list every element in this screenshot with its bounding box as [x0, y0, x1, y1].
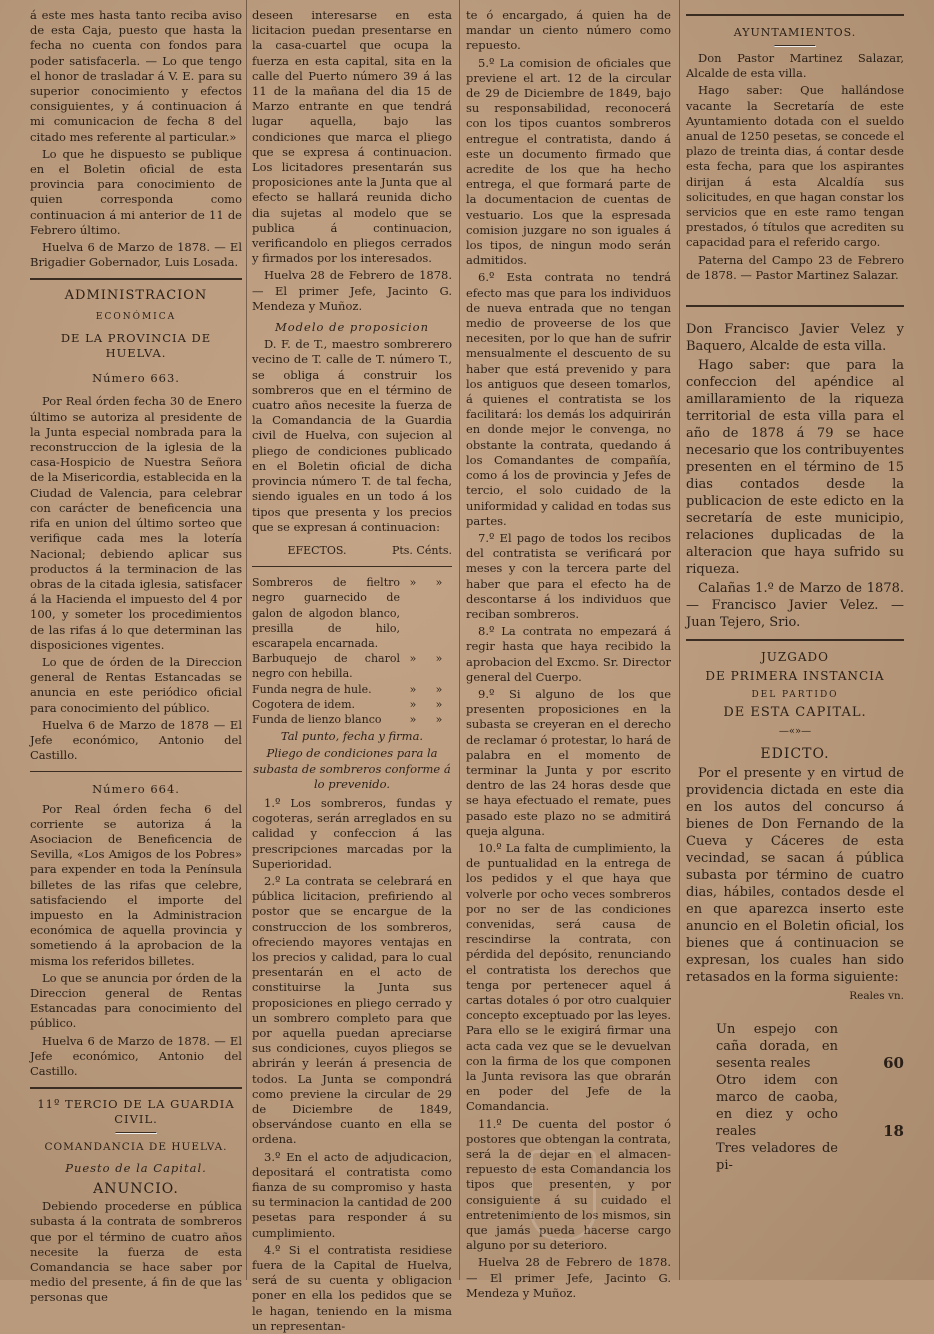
paragraph: Por el presente y en virtud de providencia dictada en este dia en los autos del concurso á bienes de Don Fernando de la Cueva y Cáceres de esta vecindad, se sacan á pública subasta por término de cuatro dias, hábiles, contados desde el en que aparezca inserto este anuncio en el Boletin oficial, los bienes que á continuacion se expresan, los cuales han sido retasados en la forma siguiente: — [686, 766, 904, 986]
price-table-header — [252, 543, 452, 558]
column-2 — [252, 8, 452, 1333]
section-subtitle: COMANDANCIA DE HUELVA. — [44, 1140, 228, 1153]
section-subtitle: DE LA PROVINCIA DE HUELVA. — [60, 330, 212, 361]
paragraph: Por Real órden fecha 30 de Enero último se autoriza al presidente de la Junta especial nombrada para la reconstruccion de la iglesia de la casa-Hospicio de Nuestra Señora de la Misericordia, establecida en la Ciudad de Valencia, para celebrar con carácter de beneficencia una rifa en union del último sorteo que verifique cada mes la lotería Nacional; debiendo aplicar sus productos á la terminacion de las obras de la citada iglesia, satisfacer á la Hacienda el impuesto del 4 por 100, y someter los procedimientos de las rifas á lo que determinan las disposiciones vigentes. — [30, 394, 242, 652]
condition-2: 2.º La contrata se celebrará en pública licitacion, prefiriendo al postor que se encargue de la construccion de los sombreros, ofreciendo mayores ventajas en los precios y calidad, para lo cual presentarán en el acto de constituirse la Junta sus proposiciones en pliego cerrado y un sombrero completo para que por aquella puedan apreciarse sus condiciones, cuyos pliegos se abrirán y leerán á presencia de todos. La Junta se compondrá como previene la circular de 29 de Diciembre de 1849, observándose cuanto en ella se ordena. — [252, 873, 452, 1147]
section-title: AYUNTAMIENTOS. — [733, 26, 857, 39]
paragraph: Lo que he dispuesto se publique en el Boletin oficial de esta provincia para conocimiento de quien corresponda como continuacion á mi anterior de 11 de Febrero último. — [30, 146, 242, 237]
ditto-mark: » — [435, 712, 443, 726]
section-rule — [686, 639, 904, 641]
paragraph: Hago saber: Que hallándose vacante la Secretaría de este Ayuntamiento dotada con el sueldo anual de 1250 pesetas, se concede el plazo de treinta dias, á contar desde esta fecha, para que los aspirantes dirijan á esta Alcaldía sus solicitudes, en que hagan constar los servicios que en este ramo tengan prestados, ó títulos que acrediten su capacidad para el referido cargo. — [686, 83, 904, 250]
divider — [252, 566, 452, 567]
goods-amount — [858, 1140, 904, 1174]
goods-description: Un espejo con caña dorada, en sesenta reales — [716, 1022, 838, 1072]
table-row — [252, 697, 452, 712]
ditto-mark: » — [409, 652, 417, 666]
column-divider — [459, 0, 460, 1280]
item-description: Sombreros de fieltro negro guarnecido de galon de algodon blanco, presilla de hilo, escarapela encarnada. — [252, 576, 400, 650]
table-row — [252, 575, 452, 651]
section-rule — [30, 1087, 242, 1089]
item-description: Funda de lienzo blanco — [252, 712, 382, 726]
item-number: Número 664. — [92, 782, 180, 797]
condition-8: 8.º La contrata no empezará á regir hasta que haya recibido la aprobacion del Excmo. Sr. Director general del Cuerpo. — [466, 624, 671, 684]
goods-amount: 60 — [883, 1054, 904, 1073]
notice-title: ANUNCIO. — [93, 1181, 179, 1198]
divider — [30, 771, 242, 772]
paragraph: Huelva 6 de Marzo de 1878. — El Jefe económico, Antonio del Castillo. — [30, 1033, 242, 1078]
column-3 — [466, 8, 671, 1300]
paragraph: Huelva 6 de Marzo de 1878. — El Brigadier Gobernador, Luis Losada. — [30, 240, 242, 270]
table-header-pts: Pts. Cénts. — [391, 543, 452, 557]
item-description: Cogotera de idem. — [252, 697, 355, 711]
table-row — [686, 1021, 904, 1072]
paragraph: Lo que se anuncia por órden de la Direccion general de Rentas Estancadas para conocimiento del público. — [30, 970, 242, 1031]
condition-3: 3.º En el acto de adjudicacion, depositará el contratista como fianza de su compromiso y hasta su terminacion la cantidad de 200 pesetas para responder á su cumplimiento. — [252, 1149, 452, 1240]
item-description: Barbuquejo de charol negro con hebilla. — [252, 652, 400, 681]
table-header-efectos: EFECTOS. — [287, 543, 347, 557]
condition-7: 7.º El pago de todos los recibos del contratista se verificará por meses y con la tercera parte del haber que para el efecto ha de descontarse á los individuos que reciban sombreros. — [466, 530, 671, 621]
column-divider — [246, 0, 247, 1280]
paragraph: Paterna del Campo 23 de Febrero de 1878. — Pastor Martinez Salazar. — [686, 252, 904, 282]
section-rule — [686, 305, 904, 307]
signature-paragraph: Huelva 28 de Febrero de 1878. — El primer Jefe, Jacinto G. Mendeza y Muñoz. — [466, 1255, 671, 1300]
section-subtitle: DEL PARTIDO — [751, 690, 839, 701]
condition-11: 11.º De cuenta del postor ó postores que obtengan la contrata, será la de dejar en el almacen-repuesto de esta Comandancia los tipos que presenten, y por consiguiente á su cuidado el entretenimiento de los mismos, sin que jamás pueda hacerse cargo alguno por su deterioro. — [466, 1116, 671, 1253]
condition-6: 6.º Esta contrata no tendrá efecto mas que para los individuos de nueva entrada que no tengan medio de proveerse de los que necesiten, por lo que han de sufrir mensualmente el descuento de su haber que está prevenido y para los antiguos que deseen tomarlos, á quienes el contratista se los facilitará: los demás los adquirirán en donde mejor le convenga, no obstante la contrata, quedando á los Comandantes de compañía, como á los de provincia y Jefes de tercio, el solo cuidado de la uniformidad y calidad en todas sus partes. — [466, 270, 671, 528]
paragraph: Hago saber: que para la confeccion del apéndice al amillaramiento de la riqueza territorial de esta villa para el año de 1878 á 79 se hace necesario que los contribuyentes presenten en el término de 15 dias contados desde la publicacion de este edicto en la secretaría de este municipio, relaciones duplicadas de la alteracion que haya sufrido su riqueza. — [686, 358, 904, 578]
ditto-mark: » — [435, 652, 443, 666]
ornament: —«»— — [778, 726, 812, 738]
section-title: JUZGADO — [761, 650, 829, 665]
paragraph: á este mes hasta tanto reciba aviso de esta Caja, puesto que hasta la fecha no cuenta con fondos para poder satisfacerla. — Lo que tengo el honor de trasladar á V. E. para su superior conocimiento y efectos consiguientes, y á continuacion á mi comunicacion de fecha 8 del citado mes referente al particular.» — [30, 8, 242, 144]
section-subtitle: ECONÓMICA — [95, 311, 177, 322]
goods-amount: 18 — [883, 1122, 904, 1141]
paragraph: Huelva 28 de Febrero de 1878. — El primer Jefe, Jacinto G. Mendeza y Muñoz. — [252, 268, 452, 313]
paragraph: Don Pastor Martinez Salazar, Alcalde de esta villa. — [686, 51, 904, 81]
section-subtitle: DE PRIMERA INSTANCIA — [705, 669, 885, 684]
section-title: ADMINISTRACION — [64, 288, 208, 304]
condition-10: 10.º La falta de cumplimiento, la de puntualidad en la entrega de los pedidos y el que haya que volverle por ocho veces sombreros por no ser de las condiciones convenidas, será causa de rescindirse la contrata, con pérdida del depósito, renunciando el contratista los derechos que tenga por pertenecer aquel á cartas dotales ó por otro cualquier concepto exceptuado por las leyes. Para ello se le exigirá firmar una acta cada vez que se le devuelvan con la firma de los que componen la Junta revisora las que obrarán en poder del Jefe de la Comandancia. — [466, 840, 671, 1114]
condition-4: 4.º Si el contratista residiese fuera de la Capital de Huelva, será de su cuenta y obligacion poner en ella los pedidos que se le hagan, teniendo en la misma un representan- — [252, 1242, 452, 1333]
archive-watermark — [530, 1140, 730, 1260]
paragraph: Calañas 1.º de Marzo de 1878. — Francisco Javier Velez. — Juan Tejero, Srio. — [686, 581, 904, 631]
section-title: 11º TERCIO DE LA GUARDIA CIVIL. — [37, 1097, 235, 1127]
paragraph: Por Real órden fecha 6 del corriente se autoriza á la Asociacion de Beneficencia de Sevilla, «Los Amigos de los Pobres» para expender en toda la Península billetes de las rifas que celebre, satisfaciendo el importe del impuesto en la Administracion económica de aquella provincia y sometiendo á la aprobacion de la misma los referidos billetes. — [30, 801, 242, 968]
paragraph: deseen interesarse en esta licitacion puedan presentarse en la casa-cuartel que ocupa la fuerza en esta capital, sita en la calle del Puerto número 39 á las 11 de la mañana del dia 15 de Marzo entrante en que tendrá lugar aquella, bajo las condiciones que marca el pliego que se expresa á continuacion. Los licitadores presentarán sus proposiciones ante la Junta que al efecto se hallará reunida dicho dia sujetas al modelo que se publica á continuacion, verificandolo en pliegos cerrados y firmados por los interesados. — [252, 8, 452, 266]
paragraph: Debiendo procederse en pública subasta á la contrata de sombreros que por el término de cuatro años necesite la fuerza de esta Comandancia se hace saber por medio del presente, á fin de que las personas que — [30, 1199, 242, 1305]
column-4 — [686, 8, 904, 1272]
ditto-mark: » — [409, 712, 417, 726]
paragraph: Lo que de órden de la Direccion general de Rentas Estancadas se anuncia en este periódico oficial para conocimiento del público. — [30, 654, 242, 715]
section-rule — [686, 14, 904, 16]
ditto-mark: » — [435, 697, 443, 711]
ditto-mark: » — [409, 697, 417, 711]
section-subtitle: Puesto de la Capital. — [65, 1160, 207, 1175]
goods-description: Tres veladores de pi- — [716, 1141, 838, 1174]
section-subtitle: DE ESTA CAPITAL. — [723, 705, 867, 721]
item-number: Número 663. — [92, 371, 180, 386]
table-row — [252, 682, 452, 697]
short-rule — [115, 1132, 157, 1134]
paragraph: Don Francisco Javier Velez y Baquero, Alcalde de esta villa. — [686, 322, 904, 355]
ditto-mark: » — [435, 576, 443, 590]
column-1 — [30, 8, 242, 1305]
ditto-mark: » — [409, 576, 417, 590]
table-row — [686, 1072, 904, 1140]
shield-icon — [530, 1150, 596, 1241]
currency-heading: Reales vn. — [849, 990, 904, 1003]
table-row — [252, 651, 452, 681]
section-rule — [30, 278, 242, 280]
condition-1: 1.º Los sombreros, fundas y cogoteras, serán arreglados en su calidad y confeccion á las prescripciones marcadas por la Superioridad. — [252, 795, 452, 871]
section-title: Pliego de condiciones para la subasta de sombreros conforme á lo prevenido. — [253, 746, 451, 791]
price-table — [252, 575, 452, 727]
section-title: Modelo de proposicion — [274, 320, 430, 335]
column-divider — [679, 0, 680, 1280]
ditto-mark: » — [409, 682, 417, 696]
condition-9: 9.º Si alguno de los que presenten proposiciones en la subasta se creyeran en el derecho de reclamar ó protestar, lo hará de palabra en el momento de terminar la Junta y por escrito dentro de las 24 horas desde que se haya efectuado el remate, pues pasado este plazo no se admitirá queja alguna. — [466, 686, 671, 838]
goods-description: Otro idem con marco de caoba, en diez y ocho reales — [716, 1073, 838, 1140]
signature-line: Tal punto, fecha y firma. — [280, 729, 424, 744]
condition-5: 5.º La comision de oficiales que previene el art. 12 de la circular de 29 de Diciembre de 1849, bajo su responsabilidad, reconocerá con los tipos cuantos sombreros entregue el contratista, dando á este un documento firmado que acredite de los que ha hecho entrega, el que formará parte de la documentacion de cuentas de vestuario. Los que la espresada comision juzgare no son iguales á los tipos, de ningun modo serán admitidos. — [466, 55, 671, 268]
paragraph: te ó encargado, á quien ha de mandar un ciento número como repuesto. — [466, 8, 671, 53]
paragraph: D. F. de T., maestro sombrerero vecino de T. calle de T. número T., se obliga á construir los sombreros que en el término de cuatro años necesite la fuerza de la Comandancia de la Guardia civil de Huelva, con sujecion al pliego de condiciones publicado en el Boletin oficial de dicha provincia número T. de tal fecha, siendo iguales en un todo á los tipos que presenta y los precios que se expresan á continuacion: — [252, 337, 452, 534]
table-row — [252, 712, 452, 727]
paragraph: Huelva 6 de Marzo de 1878 — El Jefe económico, Antonio del Castillo. — [30, 717, 242, 763]
short-rule — [774, 45, 816, 47]
ditto-mark: » — [435, 682, 443, 696]
notice-title: EDICTO. — [760, 746, 830, 763]
item-description: Funda negra de hule. — [252, 682, 372, 696]
